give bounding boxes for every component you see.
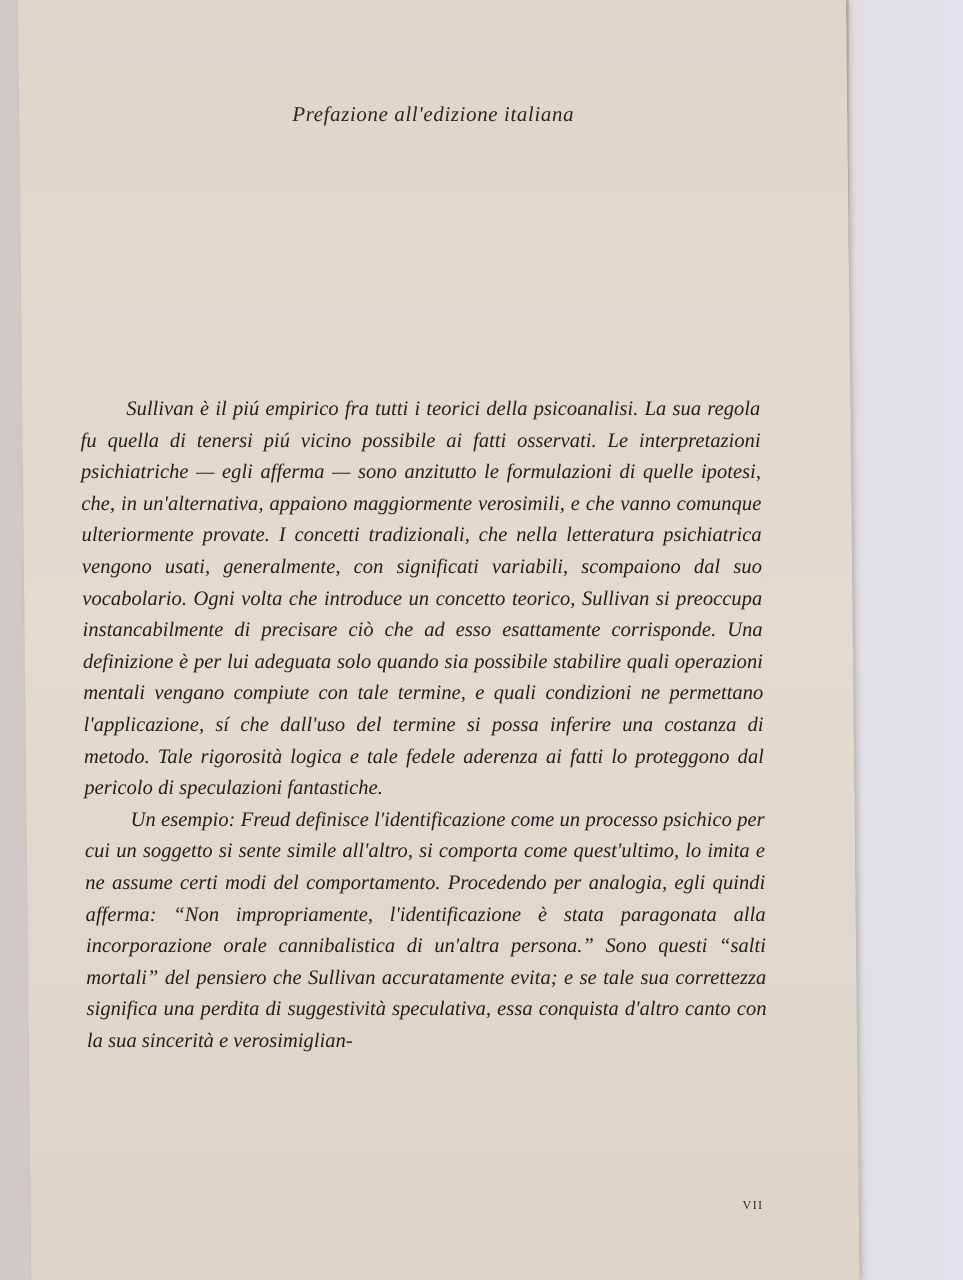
book-page (18, 0, 859, 1280)
paragraph-1: Sullivan è il piú empirico fra tutti i teorici della psicoanalisi. La sua regola fu quella di tenersi piú vicino possibile ai fatti osservati. Le interpretazioni psichiatriche — egli afferma — sono anzitutto le formulazioni di quelle ipotesi, che, in un'alternativa, appaiono maggiormente verosimili, e che vanno comunque ulteriormente provate. I concetti tradizionali, che nella letteratura psichiatrica vengono usati, generalmente, con significati variabili, scompaiono dal suo vocabolario. Ogni volta che introduce un concetto teorico, Sullivan si preoccupa instancabilmente di precisare ciò che ad esso esattamente corrisponde. Una definizione è per lui adeguata solo quando sia possibile stabilire quali operazioni mentali vengano compiute con tale termine, e quali condizioni ne permettano l'applicazione, sí che dall'uso del termine si possa inferire una costanza di metodo. Tale rigorosità logica e tale fedele aderenza ai fatti lo proteggono dal pericolo di speculazioni fantastiche. (80, 398, 765, 800)
paragraph-2: Un esempio: Freud definisce l'identificazione come un processo psichico per cui un soggetto si sente simile all'altro, si comporta come quest'ultimo, lo imita e ne assume certi modi del comportamento. Procedendo per analogia, egli quindi afferma: “Non impropriamente, l'identificazione è stata paragonata alla incorporazione orale cannibalistica di un'altra persona.” Sono questi “salti mortali” del pensiero che Sullivan accuratamente evita; e se tale sua correttezza significa una perdita di suggestività speculativa, essa conquista d'altro canto con la sua sincerità e verosimiglian- (84, 808, 767, 1052)
running-header: Prefazione all'edizione italiana (292, 102, 575, 126)
page-number: VII (742, 1198, 764, 1212)
body-text (80, 394, 767, 1057)
